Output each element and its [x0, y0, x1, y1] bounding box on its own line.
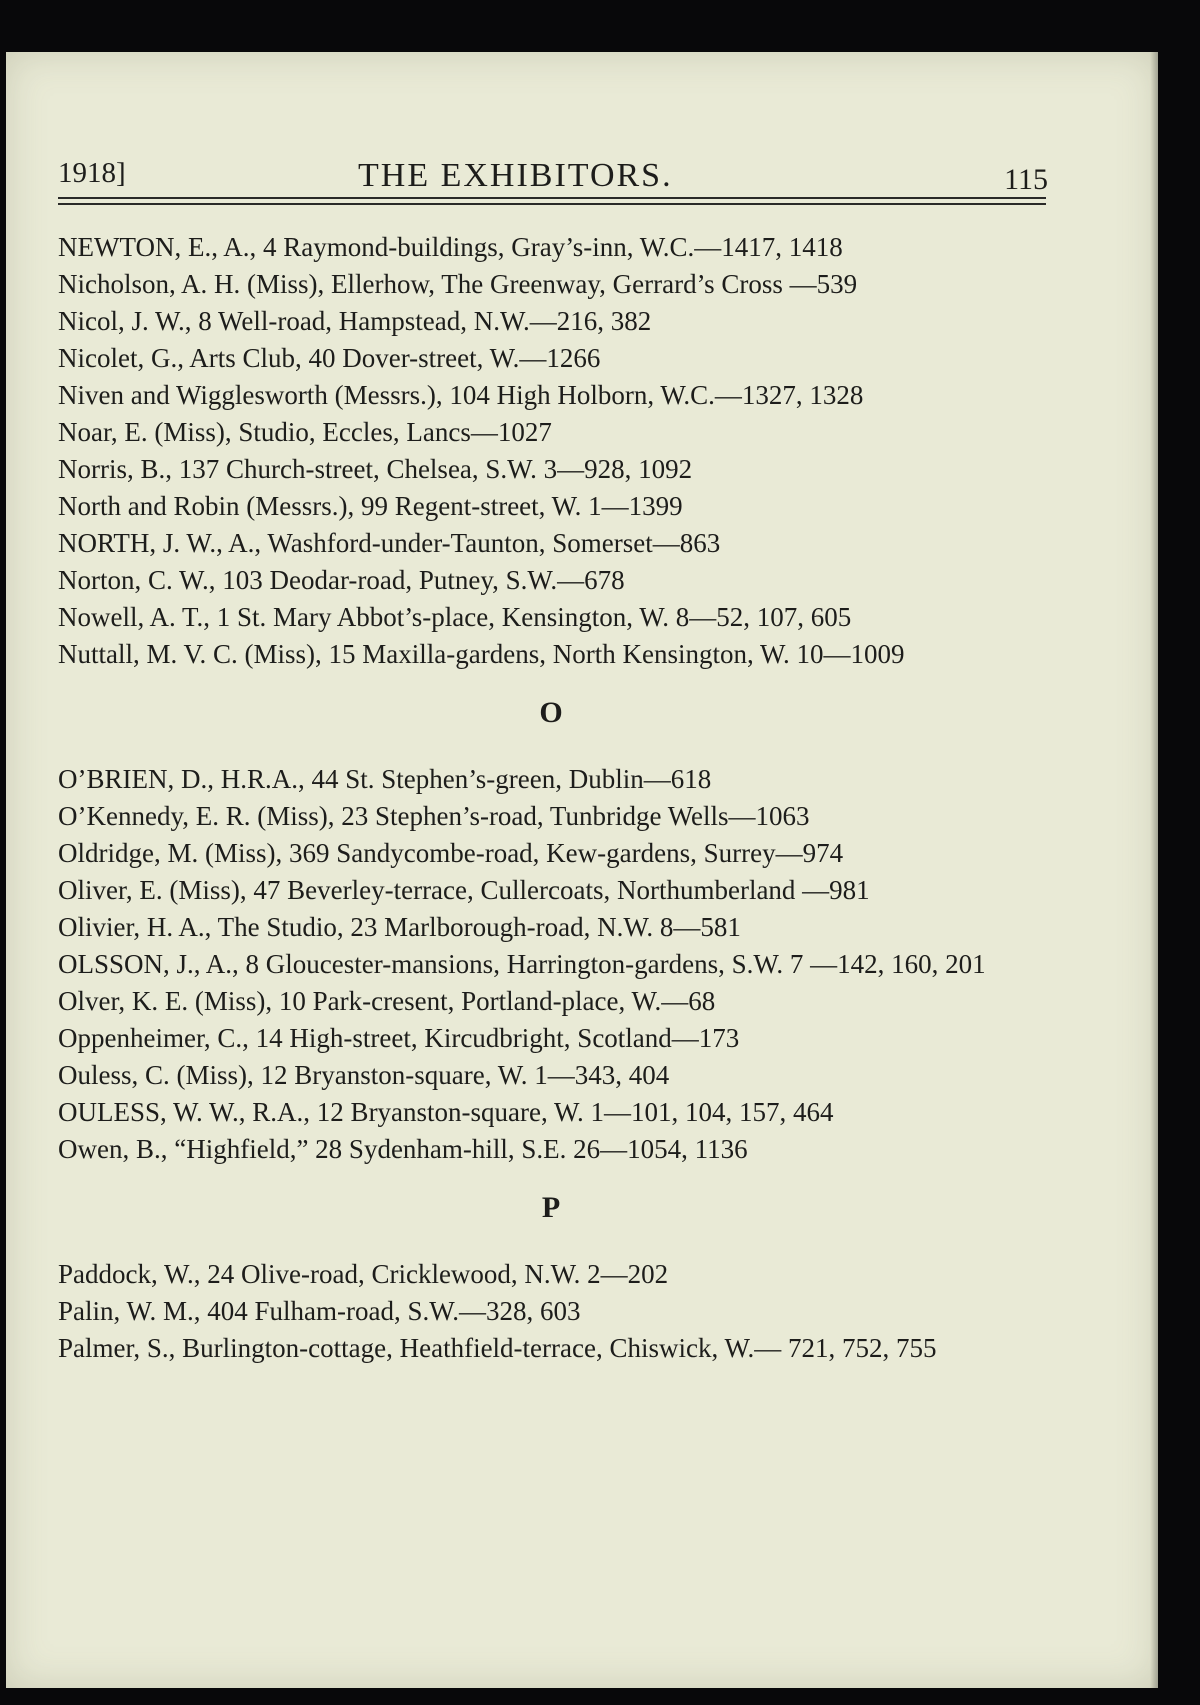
entry-nuttall: Nuttall, M. V. C. (Miss), 15 Maxilla-gardens, North Kensington, W. 10—1009: [58, 639, 905, 669]
entry-owen: Owen, B., “Highfield,” 28 Sydenham-hill, S.E. 26—1054, 1136: [58, 1134, 748, 1164]
entry-nicholson: Nicholson, A. H. (Miss), Ellerhow, The Greenway, Gerrard’s Cross —539: [58, 269, 858, 299]
entry-nicol: Nicol, J. W., 8 Well-road, Hampstead, N.W.—216, 382: [58, 306, 652, 336]
entry-newton: NEWTON, E., A., 4 Raymond-buildings, Gray’s-inn, W.C.—1417, 1418: [58, 232, 843, 262]
entry-niven: Niven and Wigglesworth (Messrs.), 104 High Holborn, W.C.—1327, 1328: [58, 380, 864, 410]
entry-nowell: Nowell, A. T., 1 St. Mary Abbot’s-place, Kensington, W. 8—52, 107, 605: [58, 602, 852, 632]
entry-norris: Norris, B., 137 Church-street, Chelsea, S.W. 3—928, 1092: [58, 454, 693, 484]
section-p: [58, 1259, 1044, 1364]
entry-olsson: OLSSON, J., A., 8 Gloucester-mansions, Harrington-gardens, S.W. 7 —142, 160, 201: [58, 949, 986, 979]
entry-obrien: O’BRIEN, D., H.R.A., 44 St. Stephen’s-green, Dublin—618: [58, 764, 712, 794]
header-rule-top: [58, 197, 1046, 199]
entry-okennedy: O’Kennedy, E. R. (Miss), 23 Stephen’s-road, Tunbridge Wells—1063: [58, 801, 810, 831]
entry-oppenheimer: Oppenheimer, C., 14 High-street, Kircudbright, Scotland—173: [58, 1023, 740, 1053]
section-heading-o: O: [539, 696, 563, 729]
section-n: [58, 232, 1044, 670]
section-heading-p: P: [541, 1191, 561, 1224]
entry-paddock: Paddock, W., 24 Olive-road, Cricklewood, N.W. 2—202: [58, 1259, 669, 1289]
entry-olver: Olver, K. E. (Miss), 10 Park-cresent, Portland-place, W.—68: [58, 986, 716, 1016]
entry-ouless-ww: OULESS, W. W., R.A., 12 Bryanston-square, W. 1—101, 104, 157, 464: [58, 1097, 834, 1127]
header-rule-bottom: [58, 203, 1046, 205]
entry-oldridge: Oldridge, M. (Miss), 369 Sandycombe-road, Kew-gardens, Surrey—974: [58, 838, 844, 868]
entry-nicolet: Nicolet, G., Arts Club, 40 Dover-street, W.—1266: [58, 343, 601, 373]
entry-oliver: Oliver, E. (Miss), 47 Beverley-terrace, Cullercoats, Northumberland —981: [58, 875, 870, 905]
entry-north-jw: NORTH, J. W., A., Washford-under-Taunton, Somerset—863: [58, 528, 721, 558]
entry-norton: Norton, C. W., 103 Deodar-road, Putney, S.W.—678: [58, 565, 625, 595]
entry-palmer: Palmer, S., Burlington-cottage, Heathfield-terrace, Chiswick, W.— 721, 752, 755: [58, 1333, 937, 1363]
entry-ouless-c: Ouless, C. (Miss), 12 Bryanston-square, W. 1—343, 404: [58, 1060, 670, 1090]
page-number: 115: [1004, 163, 1048, 196]
running-header: [58, 105, 1048, 196]
exhibitor-list: [58, 232, 1044, 1370]
section-o: [58, 764, 1044, 1165]
entry-noar: Noar, E. (Miss), Studio, Eccles, Lancs—1027: [58, 417, 552, 447]
entry-palin: Palin, W. M., 404 Fulham-road, S.W.—328, 603: [58, 1296, 581, 1326]
entry-north-robin: North and Robin (Messrs.), 99 Regent-street, W. 1—1399: [58, 491, 683, 521]
page-edge-shadow: [1150, 52, 1158, 1688]
entry-olivier: Olivier, H. A., The Studio, 23 Marlborough-road, N.W. 8—581: [58, 912, 741, 942]
header-title: THE EXHIBITORS.: [358, 157, 673, 194]
header-year: 1918]: [58, 157, 126, 189]
